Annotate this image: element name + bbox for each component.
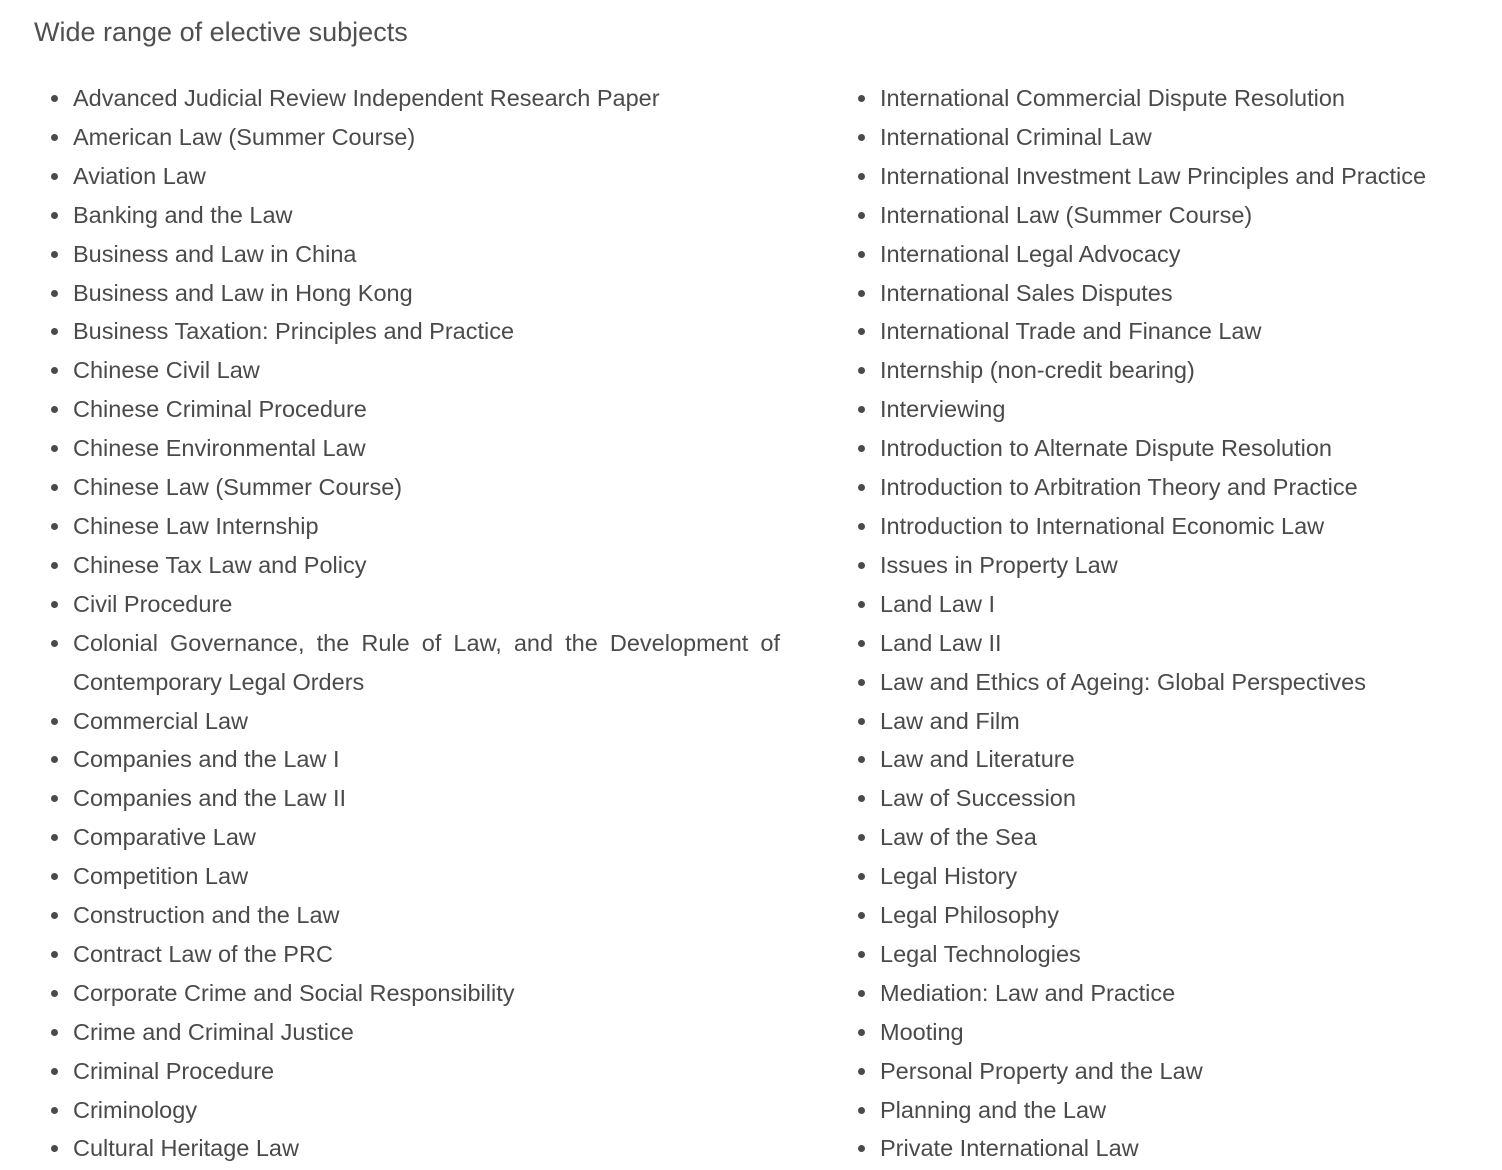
- list-item-label: International Legal Advocacy: [880, 240, 1181, 267]
- list-item-label: International Investment Law Principles and Practice: [880, 162, 1427, 189]
- bullet-icon: [51, 1145, 58, 1152]
- bullet-icon: [858, 640, 865, 647]
- bullet-icon: [51, 290, 58, 297]
- list-item: [48, 585, 780, 624]
- list-item-label: Advanced Judicial Review Independent Research Paper: [73, 85, 660, 111]
- bullet-icon: [51, 251, 58, 258]
- bullet-icon: [51, 640, 58, 647]
- list-item-label: Banking and the Law: [73, 201, 293, 228]
- list-item: [855, 235, 1455, 274]
- bullet-icon: [51, 951, 58, 958]
- bullet-icon: [858, 1068, 865, 1075]
- list-item-label: Chinese Civil Law: [73, 357, 260, 384]
- bullet-icon: [51, 95, 58, 102]
- list-item-label: Cultural Heritage Law: [73, 1135, 299, 1162]
- bullet-icon: [51, 795, 58, 802]
- list-item-label: Issues in Property Law: [880, 551, 1118, 578]
- list-item: [855, 351, 1455, 390]
- list-item: [48, 857, 780, 896]
- list-item-label: American Law (Summer Course): [73, 123, 416, 150]
- list-item: [855, 740, 1455, 779]
- list-item: [48, 157, 780, 196]
- list-item: [48, 429, 780, 468]
- list-item: [48, 702, 780, 741]
- list-item: [855, 1052, 1455, 1091]
- list-item-label: Law and Film: [880, 707, 1020, 734]
- list-item-label: Land Law I: [880, 590, 995, 617]
- list-item: [855, 1091, 1455, 1130]
- bullet-icon: [858, 251, 865, 258]
- bullet-icon: [858, 951, 865, 958]
- list-item-label: Personal Property and the Law: [880, 1057, 1203, 1084]
- bullet-icon: [858, 328, 865, 335]
- bullet-icon: [858, 445, 865, 452]
- bullet-icon: [858, 212, 865, 219]
- list-item: [855, 818, 1455, 857]
- list-item: [855, 663, 1455, 702]
- bullet-icon: [858, 834, 865, 841]
- bullet-icon: [858, 1107, 865, 1114]
- list-item: [855, 546, 1455, 585]
- list-item-label: Construction and the Law: [73, 902, 340, 929]
- list-item-label: International Law (Summer Course): [880, 201, 1253, 228]
- list-item-label: Introduction to Arbitration Theory and Practice: [880, 474, 1358, 501]
- list-item: [48, 1129, 780, 1168]
- list-item: [855, 585, 1455, 624]
- list-item-label: Chinese Criminal Procedure: [73, 396, 367, 423]
- list-item: [48, 468, 780, 507]
- bullet-icon: [51, 990, 58, 997]
- list-item-label: Law and Ethics of Ageing: Global Perspectives: [880, 668, 1366, 695]
- list-item: [855, 157, 1455, 196]
- bullet-icon: [51, 328, 58, 335]
- list-item-label: Business Taxation: Principles and Practice: [73, 318, 515, 345]
- list-item-label: Chinese Tax Law and Policy: [73, 551, 367, 578]
- list-item-label: Contract Law of the PRC: [73, 940, 333, 967]
- bullet-icon: [858, 406, 865, 413]
- bullet-icon: [858, 367, 865, 374]
- list-item-label: Planning and the Law: [880, 1096, 1107, 1123]
- list-item-label: Criminal Procedure: [73, 1057, 275, 1084]
- bullet-icon: [51, 718, 58, 725]
- bullet-icon: [858, 484, 865, 491]
- bullet-icon: [51, 601, 58, 608]
- bullet-icon: [858, 562, 865, 569]
- list-item-label: Introduction to Alternate Dispute Resolution: [880, 435, 1332, 462]
- list-item-label: International Commercial Dispute Resolution: [880, 85, 1345, 111]
- list-item-label: Companies and the Law I: [73, 746, 340, 773]
- list-item: [48, 274, 780, 313]
- list-item: [855, 779, 1455, 818]
- list-item: [855, 507, 1455, 546]
- list-item-label: Private International Law: [880, 1135, 1139, 1162]
- bullet-icon: [858, 601, 865, 608]
- bullet-icon: [51, 912, 58, 919]
- list-item-label: Internship (non-credit bearing): [880, 357, 1195, 384]
- list-item: [855, 429, 1455, 468]
- bullet-icon: [51, 484, 58, 491]
- list-item-label: International Sales Disputes: [880, 279, 1173, 306]
- list-item: [48, 79, 780, 118]
- list-item-label: Chinese Law Internship: [73, 512, 319, 539]
- bullet-icon: [51, 1068, 58, 1075]
- bullet-icon: [858, 1145, 865, 1152]
- bullet-icon: [858, 912, 865, 919]
- list-item: [48, 312, 780, 351]
- list-item-label: Law of Succession: [880, 785, 1076, 812]
- list-item: [855, 468, 1455, 507]
- bullet-icon: [51, 406, 58, 413]
- list-item-label: Law and Literature: [880, 746, 1075, 773]
- list-item: [48, 740, 780, 779]
- list-item-label: Colonial Governance, the Rule of Law, and the Development of Contemporary Legal Orders: [73, 629, 780, 695]
- list-item: [48, 974, 780, 1013]
- list-item: [855, 1013, 1455, 1052]
- list-item-label: Commercial Law: [73, 707, 248, 734]
- section-heading: Wide range of elective subjects: [34, 17, 408, 47]
- list-item-label: International Trade and Finance Law: [880, 318, 1262, 345]
- list-item: [48, 896, 780, 935]
- list-item: [855, 624, 1455, 663]
- bullet-icon: [858, 523, 865, 530]
- elective-list-left: [48, 79, 780, 1168]
- list-item-label: Competition Law: [73, 863, 249, 890]
- list-item: [855, 118, 1455, 157]
- bullet-icon: [51, 756, 58, 763]
- bullet-icon: [858, 718, 865, 725]
- list-item: [48, 118, 780, 157]
- list-item: [855, 702, 1455, 741]
- list-item: [48, 196, 780, 235]
- list-item-label: Civil Procedure: [73, 590, 233, 617]
- list-item-label: Legal Philosophy: [880, 902, 1059, 929]
- list-item: [48, 935, 780, 974]
- bullet-icon: [51, 1107, 58, 1114]
- list-item-label: Land Law II: [880, 629, 1002, 656]
- list-item: [855, 857, 1455, 896]
- list-item: [855, 974, 1455, 1013]
- list-item-label: Comparative Law: [73, 824, 256, 851]
- list-item-label: Corporate Crime and Social Responsibility: [73, 979, 515, 1006]
- bullet-icon: [51, 367, 58, 374]
- bullet-icon: [51, 134, 58, 141]
- bullet-icon: [858, 795, 865, 802]
- list-item: [48, 624, 780, 702]
- list-item: [48, 235, 780, 274]
- bullet-icon: [51, 523, 58, 530]
- bullet-icon: [858, 134, 865, 141]
- bullet-icon: [51, 1029, 58, 1036]
- bullet-icon: [858, 873, 865, 880]
- list-item: [48, 1052, 780, 1091]
- list-item: [855, 1129, 1455, 1168]
- bullet-icon: [51, 834, 58, 841]
- bullet-icon: [858, 173, 865, 180]
- list-item-label: International Criminal Law: [880, 123, 1152, 150]
- list-item: [855, 390, 1455, 429]
- bullet-icon: [51, 562, 58, 569]
- list-item: [855, 935, 1455, 974]
- list-item-label: Companies and the Law II: [73, 785, 347, 812]
- list-item-label: Criminology: [73, 1096, 198, 1123]
- list-item: [48, 818, 780, 857]
- list-item: [855, 196, 1455, 235]
- list-item: [48, 1091, 780, 1130]
- list-item: [48, 779, 780, 818]
- list-item: [855, 896, 1455, 935]
- bullet-icon: [51, 873, 58, 880]
- list-item: [48, 1013, 780, 1052]
- list-item-label: Crime and Criminal Justice: [73, 1018, 354, 1045]
- bullet-icon: [51, 173, 58, 180]
- list-item-label: Business and Law in Hong Kong: [73, 279, 413, 306]
- list-item-label: Mediation: Law and Practice: [880, 979, 1176, 1006]
- bullet-icon: [51, 445, 58, 452]
- bullet-icon: [858, 290, 865, 297]
- list-item-label: Chinese Environmental Law: [73, 435, 366, 462]
- list-item: [855, 79, 1455, 118]
- list-item-label: Chinese Law (Summer Course): [73, 474, 403, 501]
- list-item: [855, 312, 1455, 351]
- bullet-icon: [858, 679, 865, 686]
- list-item-label: Introduction to International Economic Law: [880, 512, 1325, 539]
- bullet-icon: [51, 212, 58, 219]
- list-item-label: Interviewing: [880, 396, 1006, 423]
- list-item-label: Aviation Law: [73, 162, 206, 189]
- list-item: [48, 390, 780, 429]
- list-item-label: Legal History: [880, 863, 1018, 890]
- list-item-label: Mooting: [880, 1018, 964, 1045]
- list-item: [48, 507, 780, 546]
- bullet-icon: [858, 95, 865, 102]
- list-item: [48, 351, 780, 390]
- list-item-label: Business and Law in China: [73, 240, 357, 267]
- bullet-icon: [858, 756, 865, 763]
- list-item: [855, 274, 1455, 313]
- list-item-label: Law of the Sea: [880, 824, 1037, 851]
- list-item-label: Legal Technologies: [880, 940, 1081, 967]
- list-item: [48, 546, 780, 585]
- bullet-icon: [858, 990, 865, 997]
- elective-list-right: [855, 79, 1455, 1168]
- bullet-icon: [858, 1029, 865, 1036]
